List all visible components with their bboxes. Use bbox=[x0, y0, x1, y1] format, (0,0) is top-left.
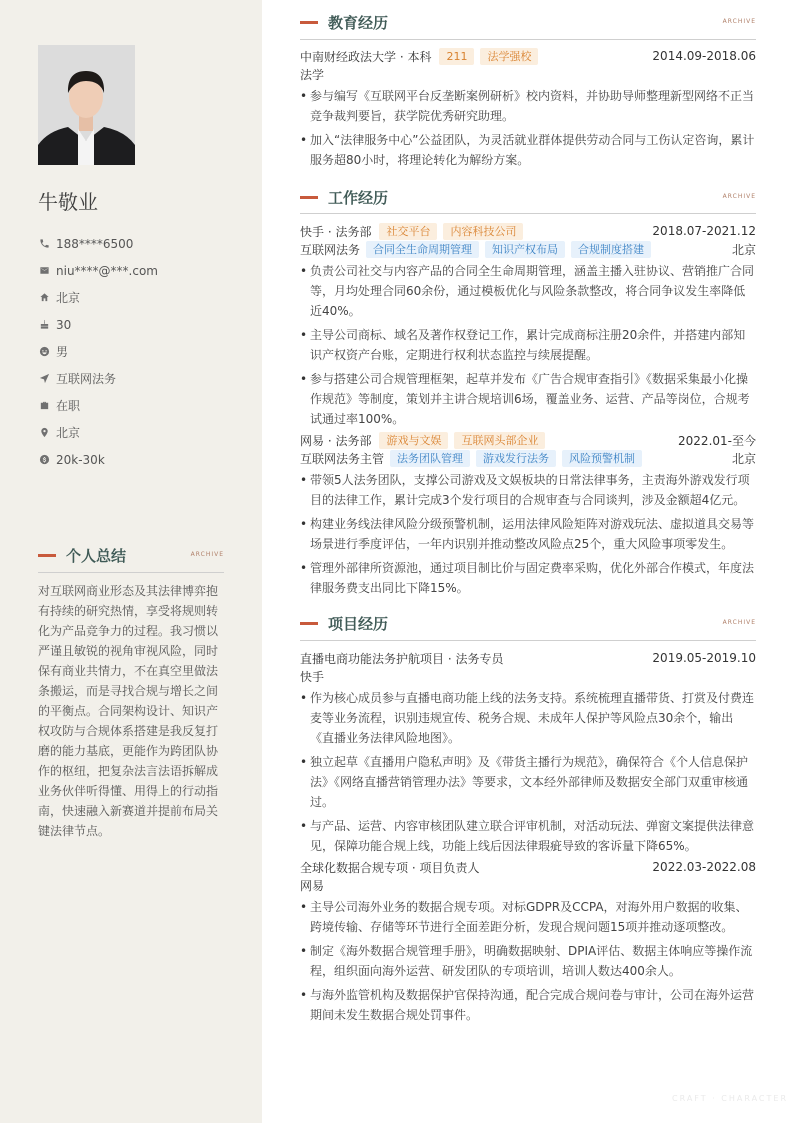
project-date: 2019.05-2019.10 bbox=[652, 651, 756, 665]
company-tag: 社交平台 bbox=[379, 223, 437, 240]
info-city bbox=[38, 419, 158, 446]
skill-tag: 合同全生命周期管理 bbox=[366, 241, 479, 258]
cake-icon bbox=[38, 319, 50, 331]
projects-archive-label: ARCHIVE bbox=[722, 619, 756, 626]
major-text: 法学 bbox=[300, 67, 325, 82]
work-header bbox=[300, 183, 756, 211]
project-org-row bbox=[300, 667, 756, 685]
project-name: 全球化数据合规专项 · 项目负责人 bbox=[300, 860, 480, 875]
section-accent-bar bbox=[38, 554, 56, 557]
school-tag: 法学强校 bbox=[480, 48, 538, 65]
mail-icon bbox=[38, 265, 50, 277]
summary-text: 对互联网商业形态及其法律博弈抱有持续的研究热情，享受将规则转化为产品竞争力的过程。我习惯以严谨且敏锐的视角审视风险，同时保有商业共情力，不在真空里做法条搬运，而是寻找合规与增长之间的平衡点。合同架构设计、知识产权攻防与合规体系搭建是我反复打磨的能力基底，更能作为跨团队协作的枢纽，把复杂法言法语拆解成业务伙伴听得懂、用得上的行动指南，快速融入新赛道并提前布局关键法律节点。 bbox=[38, 584, 219, 838]
education-section bbox=[300, 47, 756, 174]
company-tag: 互联网头部企业 bbox=[454, 432, 545, 449]
work-section bbox=[300, 222, 756, 602]
job-city: 北京 bbox=[731, 451, 756, 466]
skill-tag: 法务团队管理 bbox=[390, 450, 470, 467]
position-text: 互联网法务 bbox=[56, 372, 117, 386]
sidebar bbox=[0, 0, 262, 1123]
project-bullets bbox=[300, 688, 756, 856]
email-text: niu****@***.com bbox=[56, 263, 158, 278]
job-header bbox=[300, 431, 756, 449]
job-entry bbox=[300, 222, 756, 429]
info-email bbox=[38, 257, 158, 284]
bullet-item: • 与海外监管机构及数据保护官保持沟通，配合完成合规问卷与审计，公司在海外运营期间未发生数据合规处罚事件。 bbox=[300, 985, 756, 1025]
contact-info-list bbox=[38, 230, 158, 473]
bullet-item: • 主导公司商标、域名及著作权登记工作，累计完成商标注册20余件，并搭建内部知识产权资产台账，定期进行权利状态监控与续展提醒。 bbox=[300, 325, 756, 365]
education-header bbox=[300, 8, 756, 36]
project-date: 2022.03-2022.08 bbox=[652, 860, 756, 874]
summary-divider bbox=[38, 572, 224, 573]
bullet-item: • 与产品、运营、内容审核团队建立联合评审机制，对活动玩法、弹窗文案提供法律意见，保障功能合规上线，功能上线后因法律瑕疵导致的客诉量下降65%。 bbox=[300, 816, 756, 856]
summary-header bbox=[38, 541, 224, 569]
bullet-item: • 作为核心成员参与直播电商功能上线的法务支持。系统梳理直播带货、打赏及付费连麦等业务流程，识别违规宣传、税务合规、未成年人保护等风险点30余个，输出《直播业务法律风险地图》。 bbox=[300, 688, 756, 748]
salary-icon bbox=[38, 454, 50, 466]
job-company: 快手 · 法务部 bbox=[300, 224, 372, 239]
info-position bbox=[38, 365, 158, 392]
gender-text: 男 bbox=[56, 345, 69, 359]
bullet-item: • 主导公司海外业务的数据合规专项。对标GDPR及CCPA，对海外用户数据的收集、跨境传输、存储等环节进行全面差距分析，发现合规问题15项并推动逐项整改。 bbox=[300, 897, 756, 937]
education-entry-header bbox=[300, 47, 756, 65]
info-age bbox=[38, 311, 158, 338]
info-status bbox=[38, 392, 158, 419]
job-header bbox=[300, 222, 756, 240]
job-bullets bbox=[300, 261, 756, 429]
projects-header bbox=[300, 609, 756, 637]
section-accent-bar bbox=[300, 196, 318, 199]
job-role-row bbox=[300, 449, 756, 467]
company-tag: 游戏与文娱 bbox=[379, 432, 448, 449]
job-entry bbox=[300, 431, 756, 598]
job-role: 互联网法务主管 bbox=[300, 451, 385, 466]
hometown-text: 北京 bbox=[56, 291, 81, 305]
work-archive-label: ARCHIVE bbox=[722, 193, 756, 200]
education-divider bbox=[300, 39, 756, 40]
phone-text: 188****6500 bbox=[56, 236, 134, 251]
send-icon bbox=[38, 373, 50, 385]
briefcase-icon bbox=[38, 400, 50, 412]
project-header bbox=[300, 649, 756, 667]
project-org: 快手 bbox=[300, 669, 325, 684]
project-org: 网易 bbox=[300, 878, 325, 893]
face-icon bbox=[38, 346, 50, 358]
job-role-row bbox=[300, 240, 756, 258]
bullet-item: • 构建业务线法律风险分级预警机制，运用法律风险矩阵对游戏玩法、虚拟道具交易等场景进行季度评估，一年内识别并推动整改风险点25个，重大风险事项零发生。 bbox=[300, 514, 756, 554]
job-city: 北京 bbox=[731, 242, 756, 257]
info-home bbox=[38, 284, 158, 311]
education-title: 教育经历 bbox=[328, 13, 389, 32]
bullet-item: • 独立起草《直播用户隐私声明》及《带货主播行为规范》，确保符合《个人信息保护法》《网络直播营销管理办法》等要求，文本经外部律师及数据安全部门双重审核通过。 bbox=[300, 752, 756, 812]
project-header bbox=[300, 858, 756, 876]
bullet-item: • 参与编写《互联网平台反垄断案例研析》校内资料，并协助导师整理新型网络不正当竞争裁判要旨，获学院优秀研究助理。 bbox=[300, 86, 756, 126]
bullet-item: • 管理外部律所资源池，通过项目制比价与固定费率采购，优化外部合作模式，年度法律服务费支出同比下降15%。 bbox=[300, 558, 756, 598]
home-icon bbox=[38, 292, 50, 304]
info-salary bbox=[38, 446, 158, 473]
education-bullets bbox=[300, 86, 756, 170]
skill-tag: 游戏发行法务 bbox=[476, 450, 556, 467]
projects-divider bbox=[300, 640, 756, 641]
skill-tag: 知识产权布局 bbox=[485, 241, 565, 258]
work-title: 工作经历 bbox=[328, 188, 389, 207]
bullet-item: • 加入“法律服务中心”公益团队，为灵活就业群体提供劳动合同与工伤认定咨询，累计服务超80小时，将理论转化为解纷方案。 bbox=[300, 130, 756, 170]
phone-icon bbox=[38, 238, 50, 250]
education-major-row bbox=[300, 65, 756, 83]
project-name: 直播电商功能法务护航项目 · 法务专员 bbox=[300, 651, 504, 666]
footer-watermark: CRAFT · CHARACTER bbox=[672, 1094, 788, 1103]
info-gender bbox=[38, 338, 158, 365]
bullet-item: • 制定《海外数据合规管理手册》，明确数据映射、DPIA评估、数据主体响应等操作流程，组织面向海外运营、研发团队的专项培训，培训人数达400余人。 bbox=[300, 941, 756, 981]
candidate-name: 牛敬业 bbox=[38, 190, 98, 214]
summary-title: 个人总结 bbox=[66, 546, 127, 565]
bullet-item: • 负责公司社交与内容产品的合同全生命周期管理，涵盖主播入驻协议、营销推广合同等，月均处理合同60余份，通过模板优化与风险条款整改，将合同争议发生率降低近40%。 bbox=[300, 261, 756, 321]
company-tag: 内容科技公司 bbox=[443, 223, 523, 240]
job-company: 网易 · 法务部 bbox=[300, 433, 372, 448]
section-accent-bar bbox=[300, 21, 318, 24]
project-entry bbox=[300, 858, 756, 1025]
education-archive-label: ARCHIVE bbox=[722, 18, 756, 25]
education-date: 2014.09-2018.06 bbox=[652, 49, 756, 63]
skill-tag: 风险预警机制 bbox=[562, 450, 642, 467]
location-icon bbox=[38, 427, 50, 439]
bullet-item: • 参与搭建公司合规管理框架，起草并发布《广告合规审查指引》《数据采集最小化操作规范》等制度，策划并主讲合规培训6场，覆盖业务、运营、产品等岗位，合规考试通过率100%。 bbox=[300, 369, 756, 429]
section-accent-bar bbox=[300, 622, 318, 625]
school-tag: 211 bbox=[439, 48, 474, 65]
job-date: 2018.07-2021.12 bbox=[652, 224, 756, 238]
job-date: 2022.01-至今 bbox=[678, 433, 756, 448]
skill-tag: 合规制度搭建 bbox=[571, 241, 651, 258]
bullet-item: • 带领5人法务团队，支撑公司游戏及文娱板块的日常法律事务，主责海外游戏发行项目的法律工作，累计完成3个发行项目的合规审查与合同谈判，涉及金额超4亿元。 bbox=[300, 470, 756, 510]
profile-photo bbox=[38, 45, 135, 165]
project-bullets bbox=[300, 897, 756, 1025]
city-text: 北京 bbox=[56, 426, 81, 440]
projects-title: 项目经历 bbox=[328, 614, 389, 633]
job-role: 互联网法务 bbox=[300, 242, 361, 257]
info-phone bbox=[38, 230, 158, 257]
job-bullets bbox=[300, 470, 756, 598]
summary-archive-label: ARCHIVE bbox=[190, 551, 224, 558]
project-entry bbox=[300, 649, 756, 856]
salary-text: 20k-30k bbox=[56, 452, 105, 467]
project-org-row bbox=[300, 876, 756, 894]
projects-section bbox=[300, 649, 756, 1029]
age-text: 30 bbox=[56, 317, 72, 332]
work-divider bbox=[300, 213, 756, 214]
status-text: 在职 bbox=[56, 399, 81, 413]
school-name: 中南财经政法大学 · 本科 bbox=[300, 49, 432, 64]
